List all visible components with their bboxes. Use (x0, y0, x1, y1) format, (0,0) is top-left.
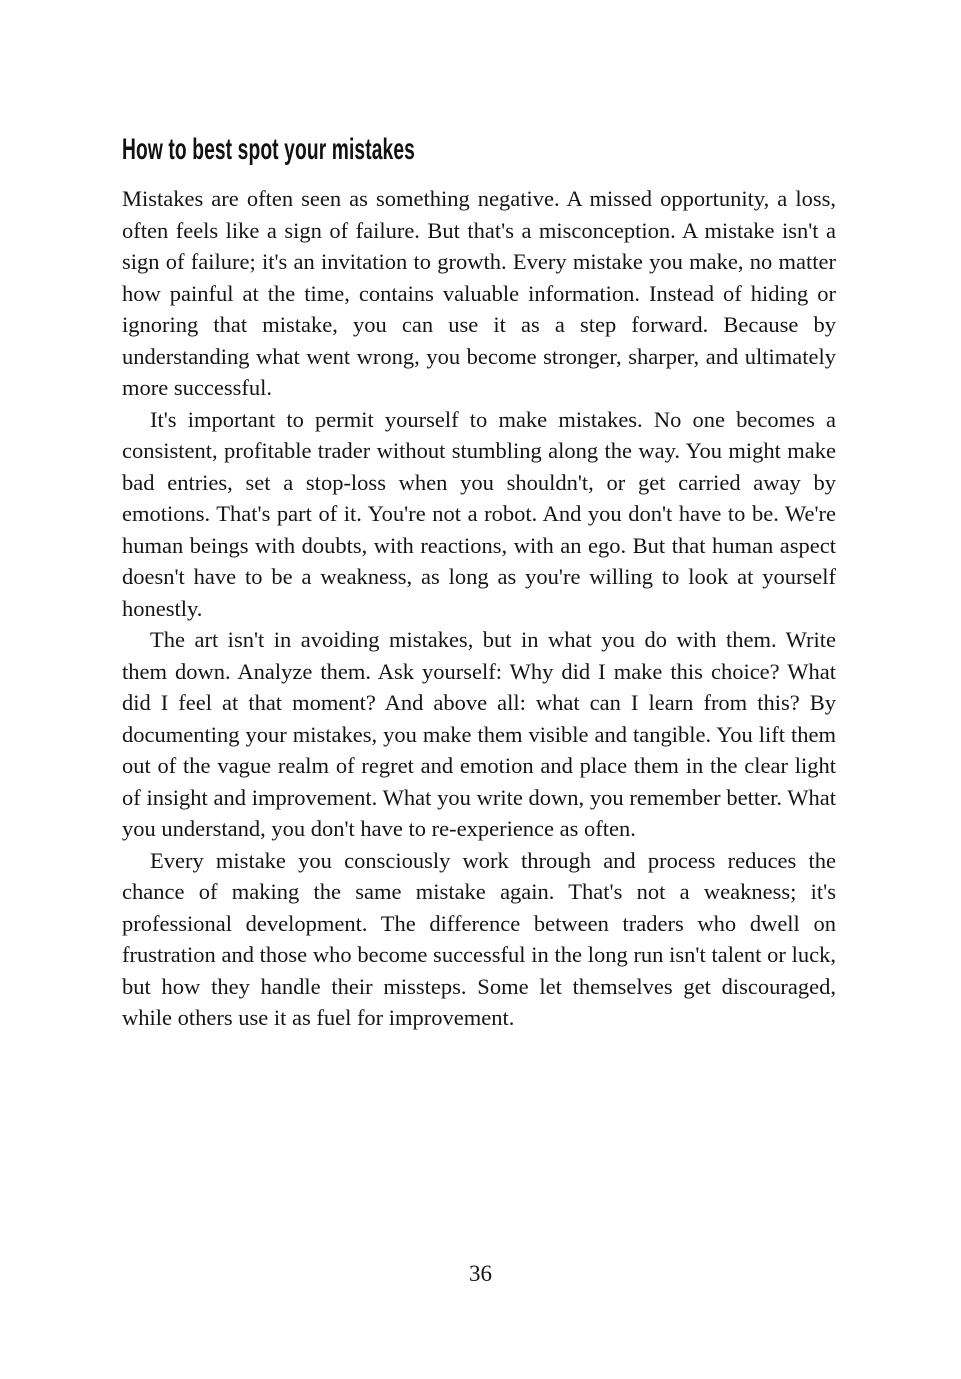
paragraph-1: Mistakes are often seen as something negative. A missed opportunity, a loss, often feels like a sign of failure. But that's a misconception. A mistake isn't a sign of failure; it's an invitation to growth. Every mistake you make, no matter how painful at the time, contains valuable information. Instead of hiding or ignoring that mistake, you can use it as a step forward. Because by understanding what went wrong, you become stronger, sharper, and ultimately more successful. (122, 186, 836, 400)
paragraph-4: Every mistake you consciously work through and process reduces the chance of making the same mistake again. That's not a weakness; it's professional development. The difference between traders who dwell on frustration and those who become successful in the long run isn't talent or luck, but how they handle their missteps. Some let themselves get discouraged, while others use it as fuel for improvement. (122, 847, 836, 1030)
page-number: 36 (469, 1261, 492, 1286)
chapter-heading (122, 131, 580, 169)
paragraph-3: The art isn't in avoiding mistakes, but in what you do with them. Write them down. Analyze them. Ask yourself: Why did I make this choice? What did I feel at that moment? And above all: what can I learn from this? By documenting your mistakes, you make them visible and tangible. You lift them out of the vague realm of regret and emotion and place them in the clear light of insight and improvement. What you write down, you remember better. What you understand, you don't have to re-experience as often. (122, 627, 836, 841)
paragraph-2: It's important to permit yourself to make mistakes. No one becomes a consistent, profitable trader without stumbling along the way. You might make bad entries, set a stop-loss when you shouldn't, or get carried away by emotions. That's part of it. You're not a robot. And you don't have to be. We're human beings with doubts, with reactions, with an ego. But that human aspect doesn't have to be a weakness, as long as you're willing to look at yourself honestly. (122, 406, 836, 621)
chapter-heading-text: How to best spot your mistakes (122, 133, 415, 166)
body-text-block (122, 183, 836, 1034)
